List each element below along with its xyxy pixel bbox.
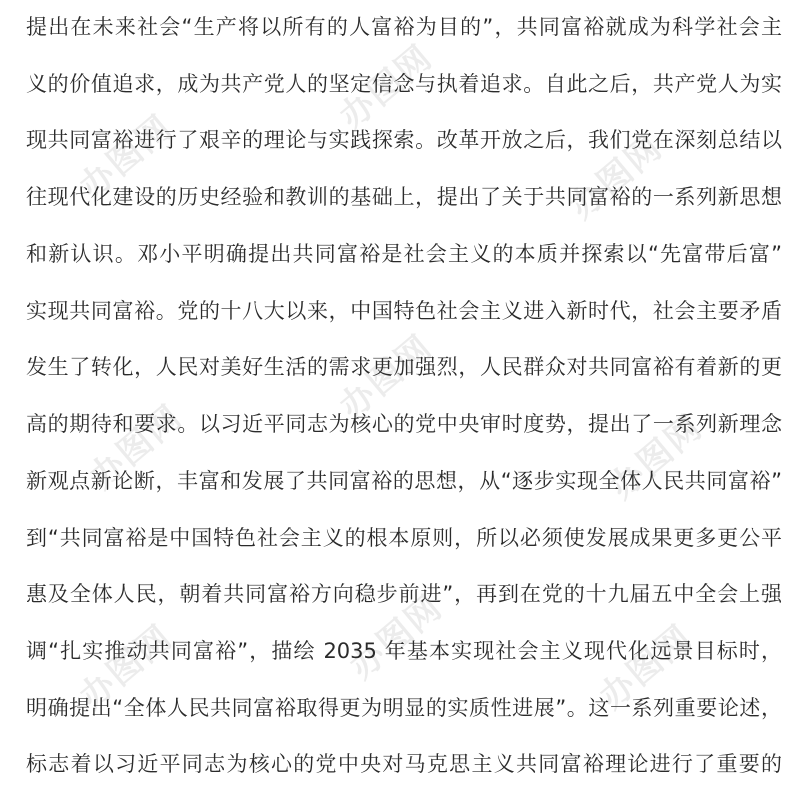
text-line: 明确提出“全体人民共同富裕取得更为明显的实质性进展”。这一系列重要论述， — [26, 696, 782, 720]
watermark-7: 办图网 — [72, 617, 181, 718]
text-line: 义的价值追求，成为共产党人的坚定信念与执着追求。自此之后，共产党人为实 — [26, 72, 782, 96]
text-line: 现共同富裕进行了艰辛的理论与实践探索。改革开放之后，我们党在深刻总结以 — [26, 128, 782, 152]
text-line: 到“共同富裕是中国特色社会主义的根本原则，所以必须使发展成果更多更公平 — [26, 526, 782, 550]
watermark-5: 办图网 — [332, 327, 441, 428]
watermark-3: 办图网 — [562, 127, 671, 228]
watermark-4: 办图网 — [82, 397, 191, 498]
text-line: 和新认识。邓小平明确提出共同富裕是社会主义的本质并探索以“先富带后富” — [26, 242, 782, 266]
watermark-6: 办图网 — [602, 407, 711, 508]
text-line: 惠及全体人民，朝着共同富裕方向稳步前进”，再到在党的十九届五中全会上强 — [26, 582, 782, 606]
watermark-8: 办图网 — [342, 587, 451, 688]
watermark-1: 办图网 — [72, 107, 181, 208]
watermark-2: 办图网 — [332, 37, 441, 138]
text-line: 往现代化建设的历史经验和教训的基础上，提出了关于共同富裕的一系列新思想 — [26, 185, 782, 209]
text-line: 高的期待和要求。以习近平同志为核心的党中央审时度势，提出了一系列新理念 — [26, 412, 782, 436]
watermark-9: 办图网 — [592, 617, 701, 718]
text-line: 调“扎实推动共同富裕”，描绘 2035 年基本实现社会主义现代化远景目标时， — [26, 639, 782, 663]
text-line: 提出在未来社会“生产将以所有的人富裕为目的”，共同富裕就成为科学社会主 — [26, 15, 782, 39]
text-line: 标志着以习近平同志为核心的党中央对马克思主义共同富裕理论进行了重要的 — [26, 752, 782, 776]
text-line: 发生了转化，人民对美好生活的需求更加强烈，人民群众对共同富裕有着新的更 — [26, 355, 782, 379]
text-line: 新观点新论断，丰富和发展了共同富裕的思想，从“逐步实现全体人民共同富裕” — [26, 469, 782, 493]
text-line: 实现共同富裕。党的十八大以来，中国特色社会主义进入新时代，社会主要矛盾 — [26, 299, 782, 323]
